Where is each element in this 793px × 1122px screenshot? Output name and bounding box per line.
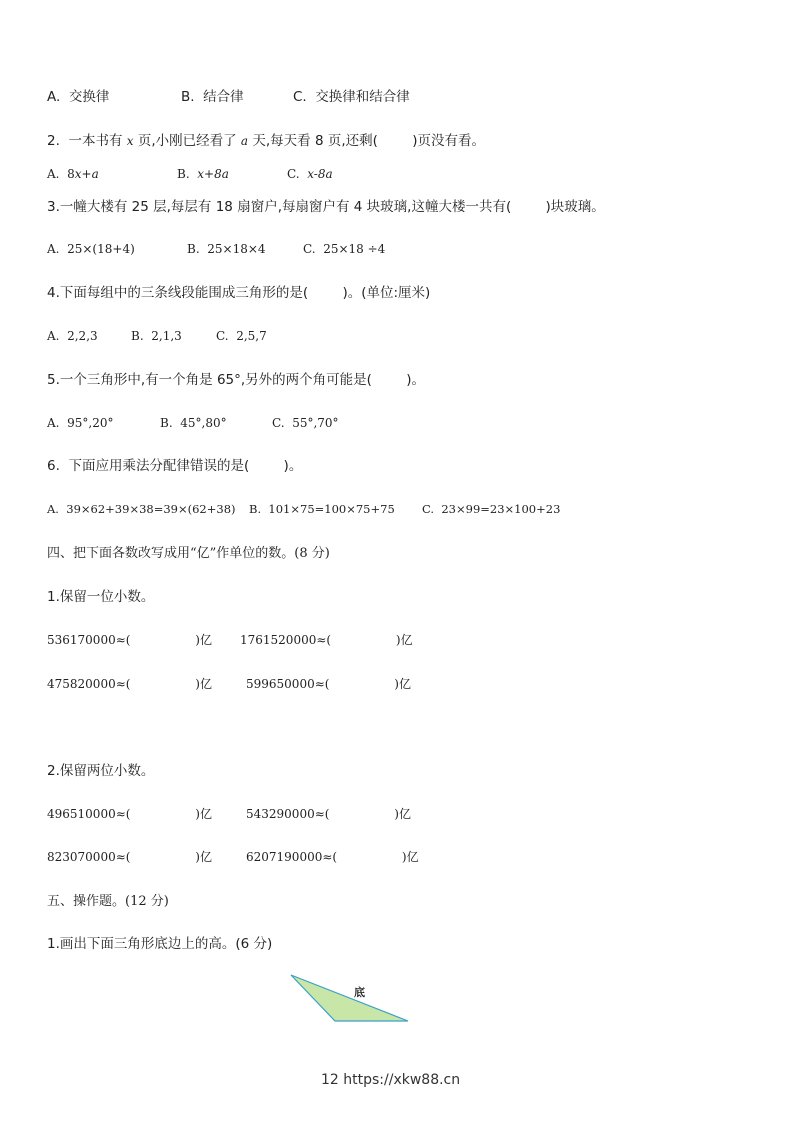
part-2-row-1-right: 543290000≈( )亿 [246,807,411,821]
part-2-row-2-right: 6207190000≈( )亿 [246,850,419,864]
q2-text-3: 天,每天看 8 页,还剩( )页没有看。 [248,133,485,149]
part-2-row-1-left: 496510000≈( )亿 [47,807,212,821]
q5-option-b: B. 45°,80° [160,416,227,430]
q2-option-a-label: A. 8 [47,167,75,181]
part-2-row-2-left: 823070000≈( )亿 [47,850,212,864]
q4-option-a: A. 2,2,3 [47,329,98,343]
part-1-row-2-left: 475820000≈( )亿 [47,677,212,691]
q2-text-1: 2. 一本书有 [47,133,127,149]
q4-option-b: B. 2,1,3 [131,329,182,343]
part-1-row-1-left: 536170000≈( )亿 [47,633,212,647]
q3-option-b: B. 25×18×4 [187,242,266,256]
page-footer: 12 https://xkw88.cn [321,1072,461,1088]
q6-option-b: B. 101×75=100×75+75 [249,502,395,516]
q2-var-x: x [126,134,134,148]
part-1-row-1-right: 1761520000≈( )亿 [240,633,413,647]
q2-text-2: 页,小刚已经看了 [133,133,241,149]
section-5-title: 五、操作题。(12 分) [47,894,169,909]
part-1-title: 1.保留一位小数。 [47,589,155,605]
q6-option-a: A. 39×62+39×38=39×(62+38) [47,502,236,516]
q5-option-a: A. 95°,20° [47,416,114,430]
q2-var-a: a [240,134,249,148]
q1-option-c: C. 交换律和结合律 [293,89,410,105]
q6-text: 6. 下面应用乘法分配律错误的是( )。 [47,458,303,474]
q2-text [47,135,485,149]
part-2-title: 2.保留两位小数。 [47,763,155,779]
q4-option-c: C. 2,5,7 [216,329,267,343]
q1-option-a: A. 交换律 [47,89,110,105]
q6-option-c: C. 23×99=23×100+23 [422,502,561,516]
q2-option-b-expr: x+8a [197,167,229,181]
q2-option-b-label: B. [177,167,198,181]
q2-option-a-expr: x+a [74,167,99,181]
triangle-shape [291,975,408,1021]
q3-option-a: A. 25×(18+4) [47,242,135,256]
triangle-base-label: 底 [354,986,365,999]
q1-option-b: B. 结合律 [181,89,244,105]
q5-option-c: C. 55°,70° [272,416,339,430]
q2-option-c-label: C. [287,167,308,181]
triangle-figure [285,970,415,1030]
q2-option-c [287,168,333,180]
q2-option-c-expr: x-8a [307,167,333,181]
q5-text: 5.一个三角形中,有一个角是 65°,另外的两个角可能是( )。 [47,372,426,388]
section-4-title: 四、把下面各数改写成用“亿”作单位的数。(8 分) [47,546,330,561]
q2-option-a [47,168,99,180]
q2-option-b [177,168,229,180]
q4-text: 4.下面每组中的三条线段能围成三角形的是( )。(单位:厘米) [47,285,431,301]
part-1-row-2-right: 599650000≈( )亿 [246,677,411,691]
task-1-title: 1.画出下面三角形底边上的高。(6 分) [47,936,273,952]
q3-option-c: C. 25×18 ÷4 [303,242,386,256]
q3-text: 3.一幢大楼有 25 层,每层有 18 扇窗户,每扇窗户有 4 块玻璃,这幢大楼一共有( )块玻璃。 [47,199,605,215]
